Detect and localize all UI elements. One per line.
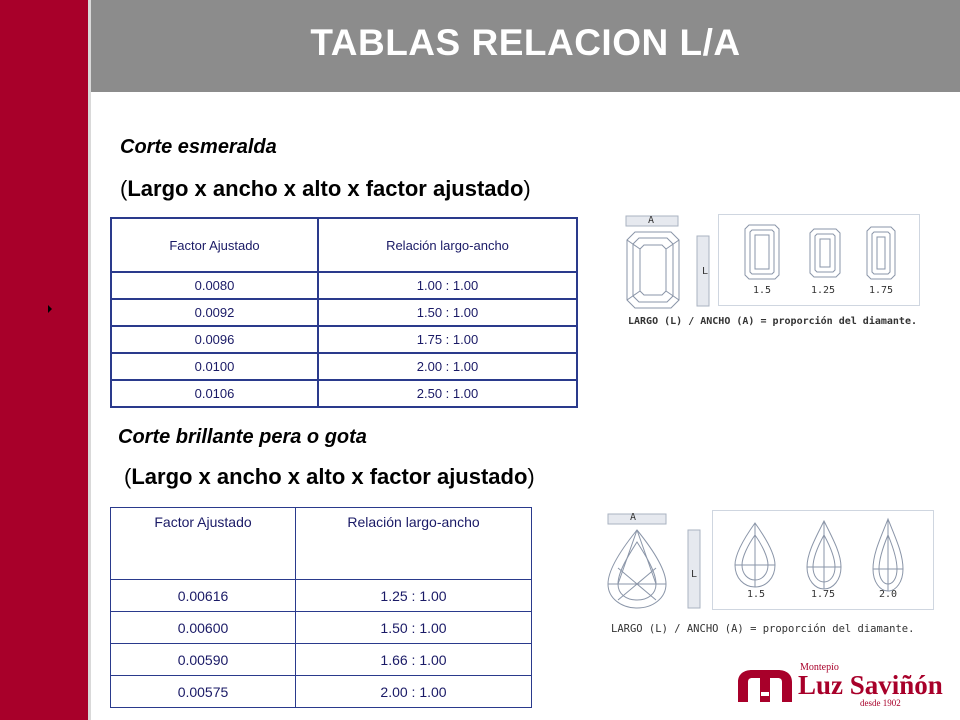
- table-cell: 0.0106: [111, 380, 318, 407]
- table-cell: 2.00 : 1.00: [318, 353, 577, 380]
- emerald-section-title: Corte esmeralda: [120, 136, 277, 158]
- table-cell: 0.00600: [111, 612, 296, 644]
- pear-formula: (Largo x ancho x alto x factor ajustado): [124, 464, 535, 489]
- logo-text-main: Luz Saviñón: [798, 670, 943, 700]
- column-header: Relación largo-ancho: [296, 508, 532, 580]
- table-cell: 2.00 : 1.00: [296, 676, 532, 708]
- pear-caption: LARGO (L) / ANCHO (A) = proporción del diamante.: [611, 623, 915, 635]
- pear-ratio-box: [712, 510, 934, 610]
- table-cell: 2.50 : 1.00: [318, 380, 577, 407]
- label-l: L: [691, 569, 698, 580]
- width-bar: [608, 514, 666, 524]
- emerald-ratio-box: [718, 214, 920, 306]
- logo-text-bottom: desde 1902: [860, 698, 901, 708]
- bullet-marker: [48, 305, 52, 313]
- emerald-formula-text: Largo x ancho x alto x factor ajustado: [127, 176, 524, 201]
- table-cell: 1.66 : 1.00: [296, 644, 532, 676]
- emerald-table: [110, 217, 578, 408]
- label-a: A: [648, 215, 655, 226]
- table-cell: 0.0100: [111, 353, 318, 380]
- table-cell: 0.00590: [111, 644, 296, 676]
- logo-text-top: Montepío: [800, 662, 839, 673]
- table-row: [111, 676, 532, 708]
- table-cell: 1.25 : 1.00: [296, 580, 532, 612]
- column-header: Factor Ajustado: [111, 218, 318, 272]
- label-a: A: [630, 512, 637, 523]
- table-cell: 0.00616: [111, 580, 296, 612]
- pear-formula-text: Largo x ancho x alto x factor ajustado: [131, 464, 528, 489]
- emerald-ratio-icon: [808, 227, 844, 279]
- column-header: Factor Ajustado: [111, 508, 296, 580]
- table-header-row: [111, 508, 532, 580]
- table-row: [111, 326, 577, 353]
- emerald-ratio-icon: [865, 225, 899, 281]
- table-cell: 1.75 : 1.00: [318, 326, 577, 353]
- pear-section-title: Corte brillante pera o gota: [118, 426, 367, 448]
- pear-outline-icon: [608, 530, 666, 608]
- table-row: [111, 612, 532, 644]
- ratio-label: 1.5: [747, 589, 766, 600]
- pear-table: [110, 507, 532, 708]
- ratio-label: 1.75: [811, 589, 836, 600]
- ratio-label: 1.75: [869, 285, 894, 296]
- ratio-label: 2.0: [879, 589, 898, 600]
- column-header: Relación largo-ancho: [318, 218, 577, 272]
- table-cell: 1.50 : 1.00: [296, 612, 532, 644]
- table-row: [111, 644, 532, 676]
- table-row: [111, 380, 577, 407]
- page-title: TABLAS RELACION L/A: [310, 22, 741, 63]
- ratio-label: 1.25: [811, 285, 836, 296]
- table-row: [111, 580, 532, 612]
- logo-mark-icon: [734, 668, 796, 704]
- table-cell: 1.00 : 1.00: [318, 272, 577, 299]
- table-row: [111, 299, 577, 326]
- table-row: [111, 272, 577, 299]
- table-cell: 0.0080: [111, 272, 318, 299]
- table-cell: 1.50 : 1.00: [318, 299, 577, 326]
- sidebar-divider: [88, 0, 91, 720]
- montepio-logo: [730, 662, 943, 710]
- left-sidebar-bar: [0, 0, 88, 720]
- table-row: [111, 353, 577, 380]
- emerald-formula: (Largo x ancho x alto x factor ajustado): [120, 176, 531, 201]
- emerald-main-diagram: [623, 214, 715, 310]
- pear-ratio-icon: [733, 521, 777, 589]
- pear-main-diagram: [604, 512, 704, 612]
- emerald-outline-icon: [627, 232, 679, 308]
- label-l: L: [702, 266, 709, 277]
- table-header-row: [111, 218, 577, 272]
- table-cell: 0.0092: [111, 299, 318, 326]
- emerald-ratio-icon: [743, 223, 783, 281]
- table-cell: 0.00575: [111, 676, 296, 708]
- ratio-label: 1.5: [753, 285, 772, 296]
- header-banner: [91, 0, 960, 92]
- table-cell: 0.0096: [111, 326, 318, 353]
- pear-ratio-icon: [805, 519, 843, 591]
- emerald-caption: LARGO (L) / ANCHO (A) = proporción del diamante.: [628, 316, 917, 327]
- pear-ratio-icon: [871, 517, 905, 593]
